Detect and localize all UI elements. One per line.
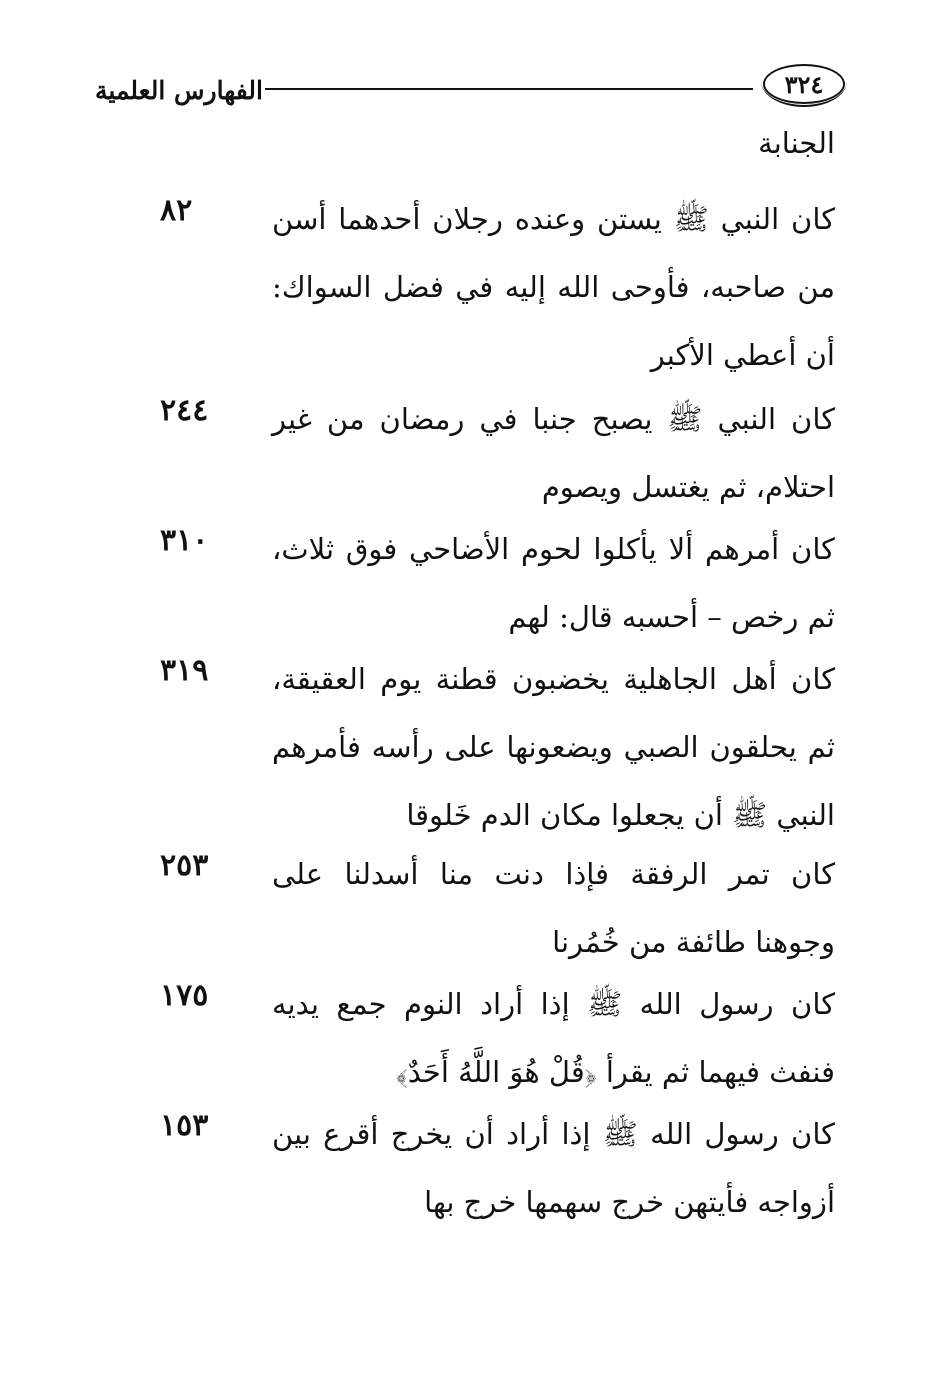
- index-entry: [0, 645, 945, 840]
- entry-page-number: ٣١٩: [160, 653, 209, 688]
- entry-page-number: ١٧٥: [160, 978, 209, 1013]
- header-rule: [265, 88, 753, 90]
- entry-text: كان النبي ﷺ يصبح جنبا في رمضان من غير احتلام، ثم يغتسل ويصوم: [272, 402, 835, 504]
- entry-text: كان رسول الله ﷺ إذا أراد أن يخرج أقرع بين أزواجه فأيتهن خرج سهمها خرج بها: [272, 1117, 835, 1219]
- index-entry: [0, 385, 945, 515]
- index-entries: [0, 185, 945, 1230]
- entry-page-number: ٣١٠: [160, 523, 209, 558]
- section-heading: الجنابة: [758, 126, 835, 160]
- entry-text: كان أهل الجاهلية يخضبون قطنة يوم العقيقة، ثم يحلقون الصبي ويضعونها على رأسه فأمرهم النبي ﷺ أن يجعلوا مكان الدم خَلوقا: [272, 662, 835, 832]
- entry-text: كان النبي ﷺ يستن وعنده رجلان أحدهما أسن من صاحبه، فأوحى الله إليه في فضل السواك: أن أعطي الأكبر: [272, 202, 835, 372]
- entry-text: كان تمر الرفقة فإذا دنت منا أسدلنا على وجوهنا طائفة من خُمُرنا: [272, 857, 835, 959]
- page-number-badge: ٣٢٤: [763, 64, 845, 104]
- entry-page-number: ٢٤٤: [160, 393, 209, 428]
- index-entry: [0, 1100, 945, 1230]
- entry-page-number: ٨٢: [160, 193, 193, 228]
- entry-text: كان رسول الله ﷺ إذا أراد النوم جمع يديه فنفث فيهما ثم يقرأ ﴿قُلْ هُوَ اللَّهُ أَحَدٌ﴾: [272, 987, 835, 1089]
- entry-page-number: ٢٥٣: [160, 848, 209, 883]
- index-entry: [0, 515, 945, 645]
- running-title: الفهارس العلمية: [95, 76, 263, 105]
- index-entry: [0, 840, 945, 970]
- index-entry: [0, 970, 945, 1100]
- entry-page-number: ١٥٣: [160, 1108, 209, 1143]
- page-header: [95, 60, 845, 120]
- index-entry: [0, 185, 945, 385]
- entry-text: كان أمرهم ألا يأكلوا لحوم الأضاحي فوق ثلاث، ثم رخص – أحسبه قال: لهم: [272, 532, 835, 634]
